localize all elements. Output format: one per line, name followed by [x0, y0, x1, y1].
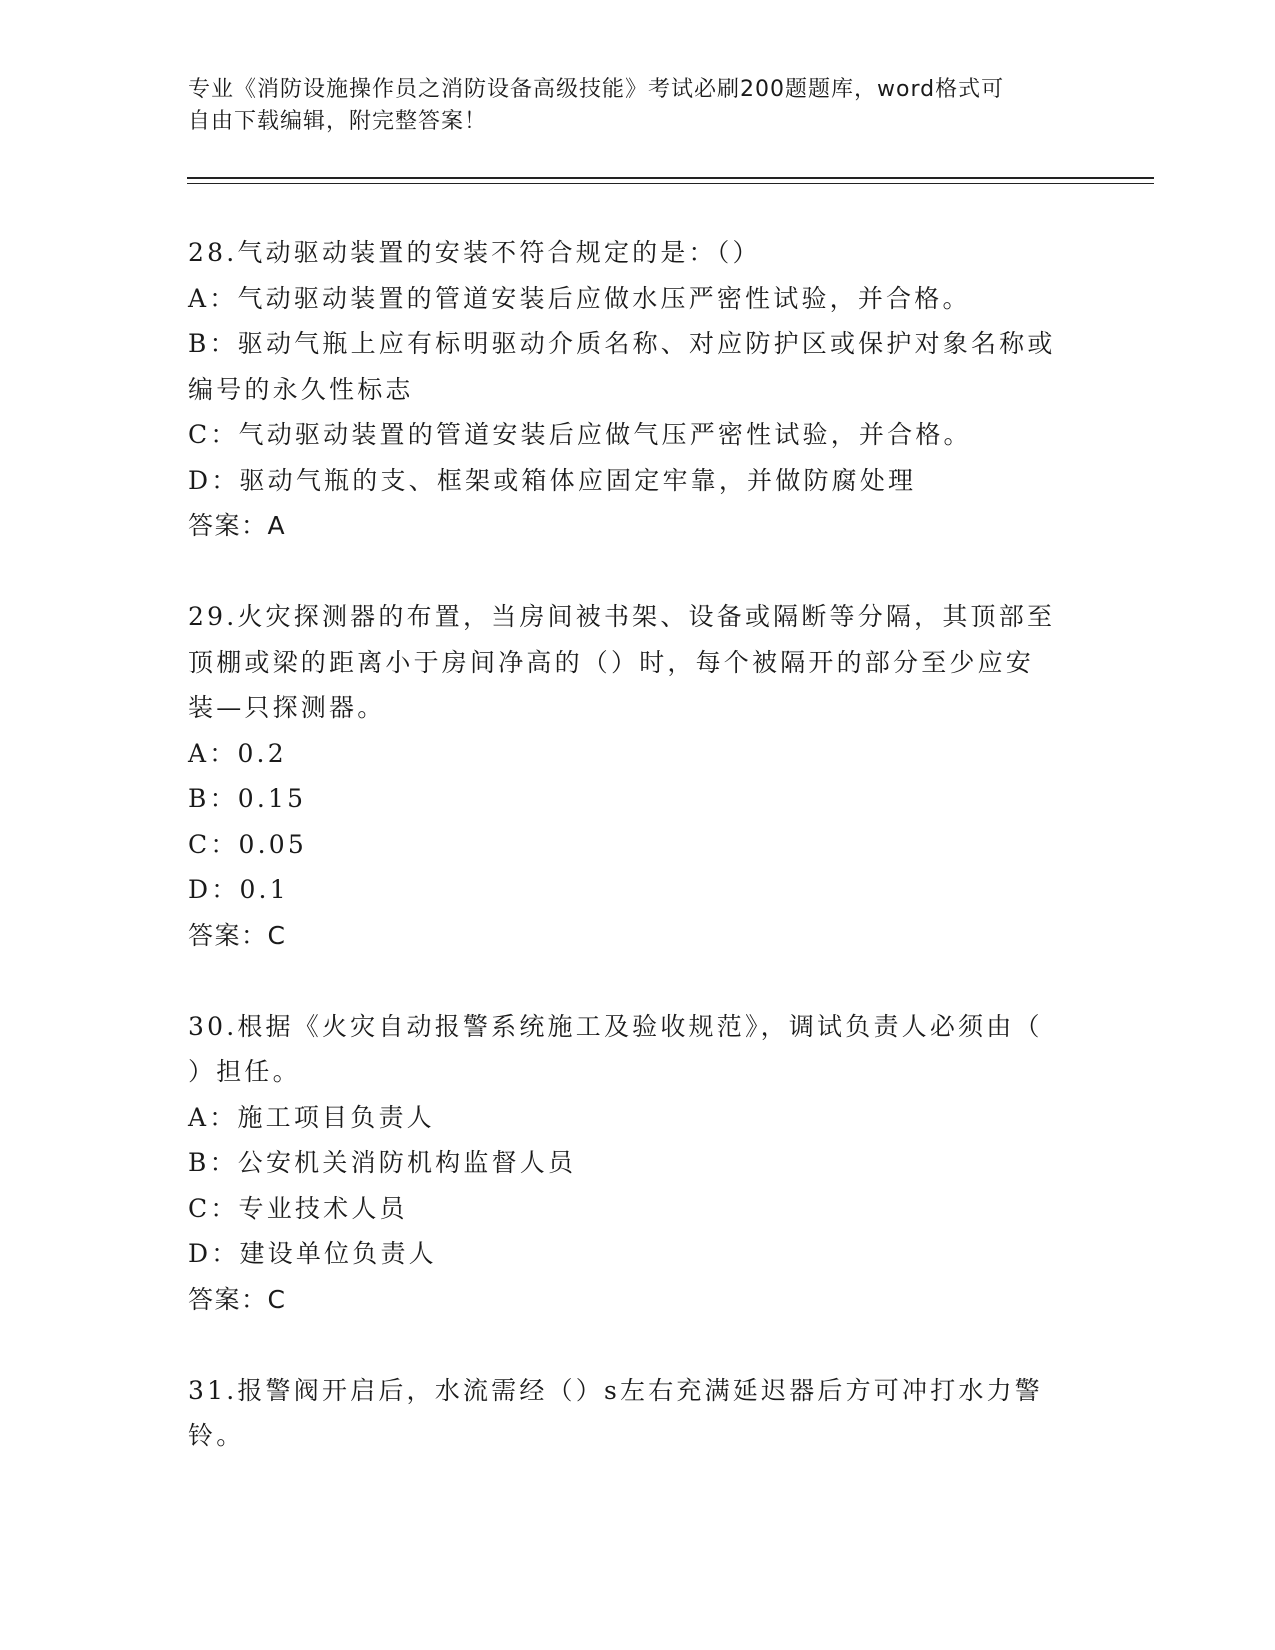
- option-d: D：0.1: [188, 875, 289, 904]
- answer: 答案：C: [188, 1284, 287, 1314]
- option-c: C：专业技术人员: [188, 1193, 408, 1223]
- option-d: D：建设单位负责人: [188, 1239, 437, 1268]
- header-line-1: 专业《消防设施操作员之消防设备高级技能》考试必刷200题题库，word格式可: [188, 77, 1005, 102]
- option-d: D：驱动气瓶的支、框架或箱体应固定牢靠，并做防腐处理: [188, 465, 917, 495]
- option-a: A：气动驱动装置的管道安装后应做水压严密性试验，并合格。: [188, 283, 971, 313]
- question-text-continued: 顶棚或梁的距离小于房间净高的（）时，每个被隔开的部分至少应安: [188, 647, 1035, 677]
- question-text-continued: 装—只探测器。: [188, 693, 386, 722]
- question-29: [188, 594, 1078, 958]
- question-30: [188, 1004, 1078, 1323]
- question-text: 28.气动驱动装置的安装不符合规定的是：（）: [188, 238, 761, 267]
- answer: 答案：C: [188, 920, 287, 950]
- question-text-continued: ）担任。: [188, 1057, 301, 1086]
- option-c: C：0.05: [188, 829, 307, 859]
- option-b: B：驱动气瓶上应有标明驱动介质名称、对应防护区或保护对象名称或: [188, 329, 1056, 358]
- option-a: A：施工项目负责人: [188, 1102, 435, 1132]
- option-b-continued: 编号的永久性标志: [188, 374, 414, 404]
- option-b: B：0.15: [188, 784, 307, 813]
- header-line-2: 自由下载编辑，附完整答案！: [188, 109, 488, 134]
- question-text: 29.火灾探测器的布置，当房间被书架、设备或隔断等分隔，其顶部至: [188, 602, 1056, 631]
- document-header: [188, 74, 1068, 138]
- option-c: C：气动驱动装置的管道安装后应做气压严密性试验，并合格。: [188, 420, 972, 449]
- header-divider-thick: [187, 177, 1154, 179]
- question-text: 31.报警阀开启后，水流需经（）s左右充满延迟器后方可冲打水力警: [188, 1375, 1043, 1405]
- question-28: [188, 230, 1078, 549]
- option-a: A：0.2: [188, 738, 287, 768]
- header-divider-thin: [187, 183, 1154, 184]
- question-31: [188, 1368, 1078, 1459]
- question-text-continued: 铃。: [188, 1421, 245, 1450]
- option-b: B：公安机关消防机构监督人员: [188, 1148, 577, 1177]
- question-list: [188, 230, 1078, 1459]
- question-text: 30.根据《火灾自动报警系统施工及验收规范》，调试负责人必须由（: [188, 1011, 1043, 1041]
- answer: 答案：A: [188, 511, 287, 540]
